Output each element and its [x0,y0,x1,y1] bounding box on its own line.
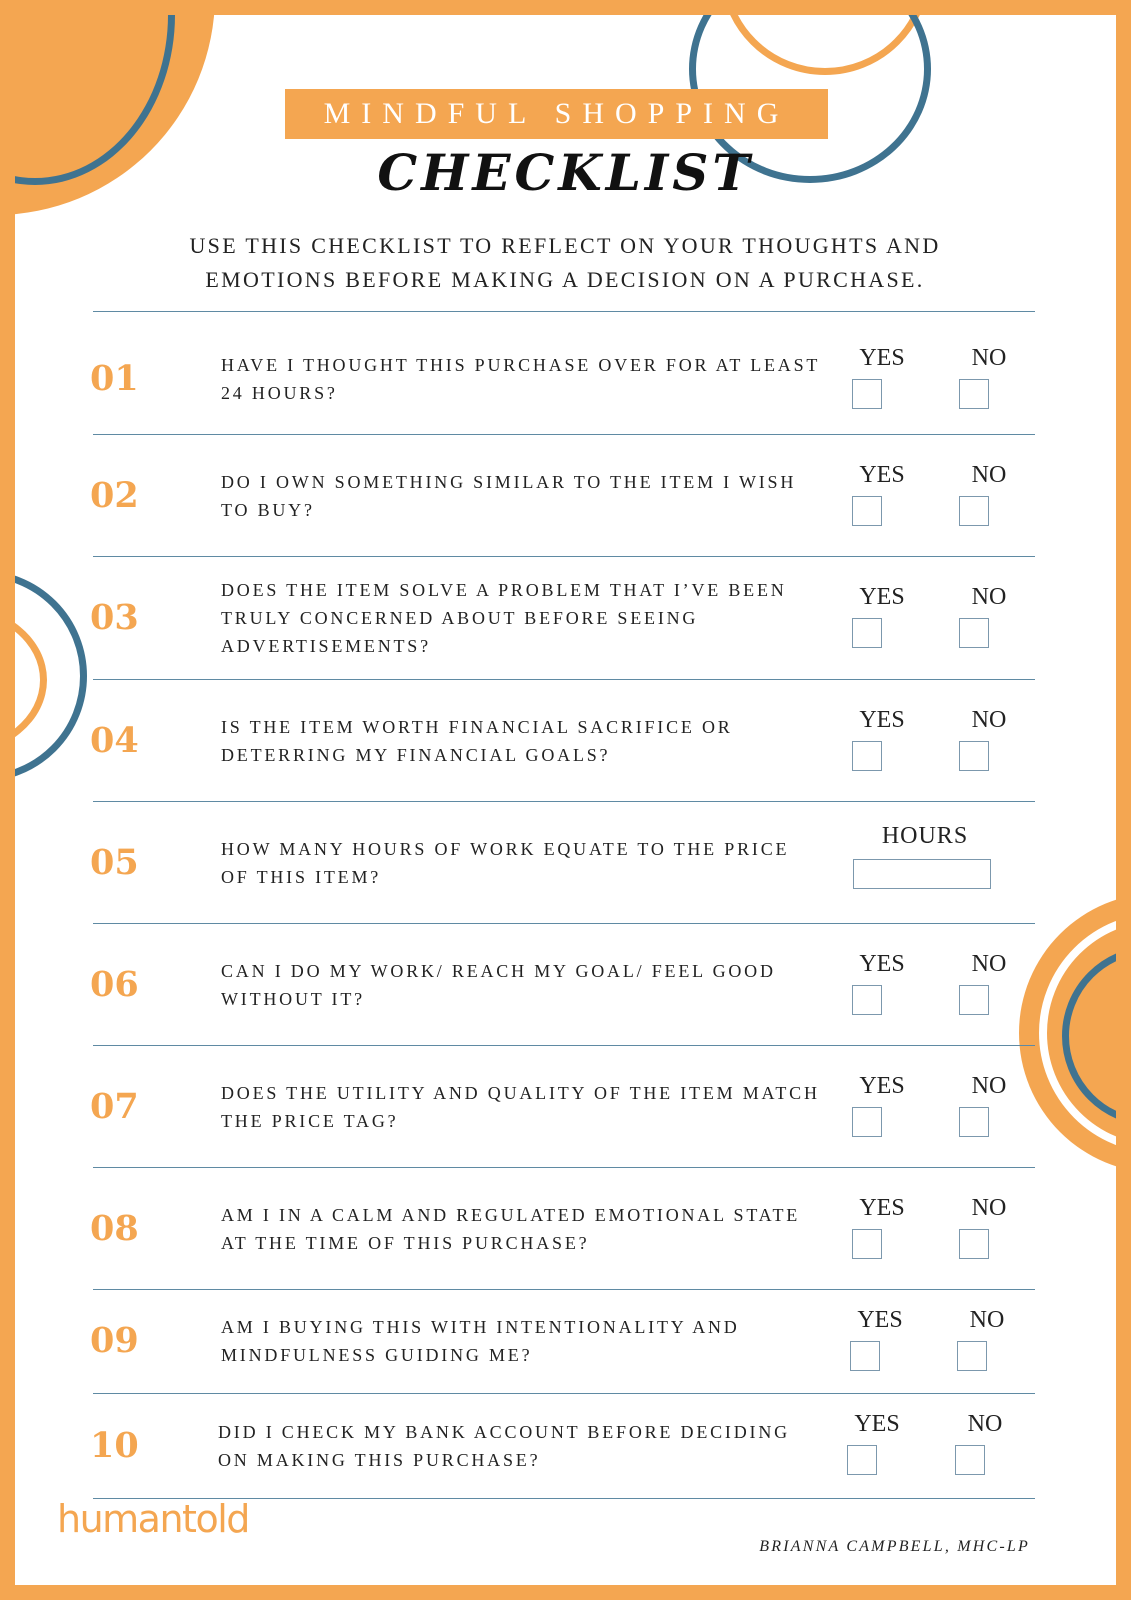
no-label: NO [971,584,1007,610]
yes-label: YES [859,462,905,488]
checklist-row [15,1045,1116,1168]
row-number: 03 [90,597,139,638]
yes-label: YES [859,345,905,371]
row-question: AM I BUYING THIS WITH INTENTIONALITY AND MINDFULNESS GUIDING ME? [221,1317,740,1365]
title-band: MINDFUL SHOPPING [285,89,828,139]
no-checkbox[interactable] [955,1445,985,1475]
yes-label: YES [859,707,905,733]
brand-logo: humantold [57,1497,249,1541]
checklist-sheet [15,15,1116,1585]
no-checkbox[interactable] [959,379,989,409]
intro-text [125,229,1005,297]
row-question: AM I IN A CALM AND REGULATED EMOTIONAL STATE AT THE TIME OF THIS PURCHASE? [221,1204,801,1253]
yes-checkbox[interactable] [852,379,882,409]
no-label: NO [971,1195,1007,1221]
row-number: 01 [90,358,139,399]
intro-line: EMOTIONS BEFORE MAKING A DECISION ON A PURCHASE. [205,267,925,292]
yes-label: YES [857,1307,903,1333]
checklist-row [15,801,1116,924]
no-checkbox[interactable] [959,618,989,648]
row-question: HAVE I THOUGHT THIS PURCHASE OVER FOR AT LEAST 24 HOURS? [221,354,820,403]
row-number: 09 [90,1320,139,1361]
author-credit: BRIANNA CAMPBELL, MHC-LP [759,1538,1030,1555]
no-label: NO [971,951,1007,977]
no-checkbox[interactable] [959,741,989,771]
yes-label: YES [859,1195,905,1221]
row-number: 04 [90,720,139,761]
hours-input[interactable] [853,859,991,889]
row-number: 08 [90,1208,139,1249]
no-checkbox[interactable] [959,1229,989,1259]
no-label: NO [971,462,1007,488]
yes-checkbox[interactable] [852,1107,882,1137]
row-number: 05 [90,842,139,883]
row-question: CAN I DO MY WORK/ REACH MY GOAL/ FEEL GOOD WITHOUT IT? [221,960,776,1009]
no-checkbox[interactable] [959,985,989,1015]
checklist-row [15,1167,1116,1290]
checklist-row [15,923,1116,1046]
row-question: DO I OWN SOMETHING SIMILAR TO THE ITEM I WISH TO BUY? [221,471,797,520]
yes-checkbox[interactable] [847,1445,877,1475]
checklist-row [15,556,1116,679]
row-question: DOES THE UTILITY AND QUALITY OF THE ITEM MATCH THE PRICE TAG? [221,1082,820,1131]
yes-label: YES [859,1073,905,1099]
no-checkbox[interactable] [959,1107,989,1137]
checklist-row [15,1393,1116,1498]
intro-line: USE THIS CHECKLIST TO REFLECT ON YOUR THOUGHTS AND [189,233,941,258]
yes-label: YES [854,1411,900,1437]
no-label: NO [971,345,1007,371]
row-question: DOES THE ITEM SOLVE A PROBLEM THAT I’VE BEEN TRULY CONCERNED ABOUT BEFORE SEEING ADVERTISEMENTS? [221,579,787,656]
hours-label: HOURS [881,823,969,849]
yes-checkbox[interactable] [850,1341,880,1371]
yes-checkbox[interactable] [852,1229,882,1259]
row-number: 07 [90,1086,139,1127]
no-label: NO [969,1307,1005,1333]
no-checkbox[interactable] [959,496,989,526]
yes-checkbox[interactable] [852,496,882,526]
row-number: 10 [90,1425,139,1466]
yes-label: YES [859,584,905,610]
row-question: IS THE ITEM WORTH FINANCIAL SACRIFICE OR DETERRING MY FINANCIAL GOALS? [221,716,733,765]
no-checkbox[interactable] [957,1341,987,1371]
checklist-row [15,434,1116,557]
checklist-row [15,679,1116,802]
yes-checkbox[interactable] [852,618,882,648]
no-label: NO [971,707,1007,733]
row-number: 06 [90,964,139,1005]
yes-label: YES [859,951,905,977]
checklist-row [15,317,1116,440]
row-question: DID I CHECK MY BANK ACCOUNT BEFORE DECIDING ON MAKING THIS PURCHASE? [218,1421,790,1470]
checklist-row [15,1289,1116,1393]
page-title: CHECKLIST [377,143,754,202]
yes-checkbox[interactable] [852,985,882,1015]
no-label: NO [967,1411,1003,1437]
divider-rule [93,311,1035,312]
row-number: 02 [90,475,139,516]
no-label: NO [971,1073,1007,1099]
yes-checkbox[interactable] [852,741,882,771]
row-question: HOW MANY HOURS OF WORK EQUATE TO THE PRICE OF THIS ITEM? [221,838,790,887]
